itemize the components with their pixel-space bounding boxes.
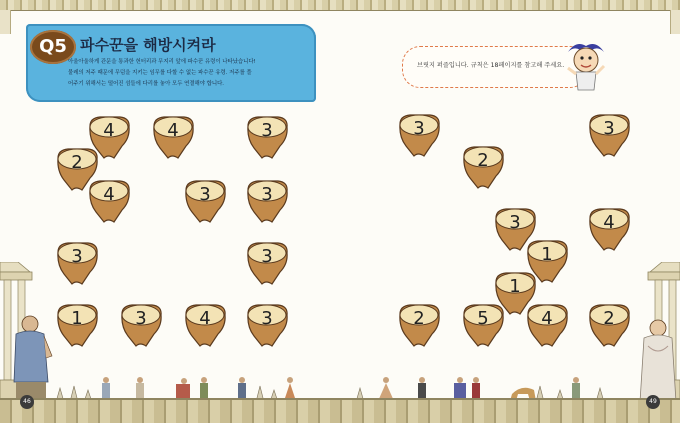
island-rock[interactable] (586, 206, 632, 252)
island-rock[interactable] (244, 240, 290, 286)
left-corner-ornament (0, 10, 11, 34)
top-border (0, 0, 680, 11)
page-number-left: 46 (20, 395, 34, 409)
question-banner (20, 24, 318, 102)
question-badge: Q5 (30, 30, 76, 64)
island-rock[interactable] (118, 302, 164, 348)
page-number-right: 49 (646, 395, 660, 409)
island-number: 2 (603, 308, 615, 329)
island-rock[interactable] (54, 240, 100, 286)
island-number: 5 (477, 308, 489, 329)
island-number: 3 (261, 308, 273, 329)
island-rock[interactable] (182, 178, 228, 224)
island-number: 1 (71, 308, 83, 329)
island-rock[interactable] (586, 112, 632, 158)
right-statue-figure (634, 316, 680, 404)
island-rock[interactable] (396, 112, 442, 158)
island-number: 4 (199, 308, 211, 329)
island-rock[interactable] (524, 302, 570, 348)
island-number: 2 (477, 150, 489, 171)
question-description (68, 57, 308, 90)
island-number: 4 (603, 212, 615, 233)
island-number: 3 (413, 118, 425, 139)
description-line: 물레의 저주 때문에 무덤을 지키는 임무를 다할 수 없는 파수꾼 유령. 저주를 풀 (68, 70, 252, 76)
island-number: 3 (261, 246, 273, 267)
island-number: 2 (71, 152, 83, 173)
island-rock[interactable] (460, 144, 506, 190)
island-number: 4 (103, 184, 115, 205)
island-rock[interactable] (86, 178, 132, 224)
island-number: 4 (167, 120, 179, 141)
island-number: 3 (135, 308, 147, 329)
island-rock[interactable] (150, 114, 196, 160)
bottom-border (0, 398, 680, 423)
island-number: 1 (541, 244, 553, 265)
island-rock[interactable] (54, 302, 100, 348)
island-number: 3 (509, 212, 521, 233)
island-rock[interactable] (586, 302, 632, 348)
island-number: 1 (509, 276, 521, 297)
hint-bubble (402, 46, 588, 88)
island-number: 3 (199, 184, 211, 205)
island-rock[interactable] (244, 114, 290, 160)
left-statue-figure (6, 312, 56, 404)
island-rock[interactable] (182, 302, 228, 348)
island-number: 3 (603, 118, 615, 139)
island-rock[interactable] (244, 302, 290, 348)
island-rock[interactable] (244, 178, 290, 224)
island-number: 4 (541, 308, 553, 329)
question-title: 파수꾼을 해방시켜라 (80, 36, 216, 54)
island-number: 3 (261, 184, 273, 205)
island-number: 4 (103, 120, 115, 141)
island-rock[interactable] (460, 302, 506, 348)
island-number: 2 (413, 308, 425, 329)
island-number: 3 (71, 246, 83, 267)
description-line: 아울아울하게 관문을 통과한 헌터리과 무지리 앞에 파수꾼 유령이 나타났습니다! (68, 59, 256, 65)
island-number: 3 (261, 120, 273, 141)
hint-text: 브릿지 퍼즐입니다. 규칙은 18페이지를 참고해 주세요. (417, 62, 565, 69)
right-corner-ornament (670, 10, 680, 34)
mascot-character (562, 38, 610, 94)
island-rock[interactable] (396, 302, 442, 348)
description-line: 어주기 위해서는 떨어진 섬들에 다리를 놓아 모두 연결해야 합니다. (68, 81, 225, 87)
